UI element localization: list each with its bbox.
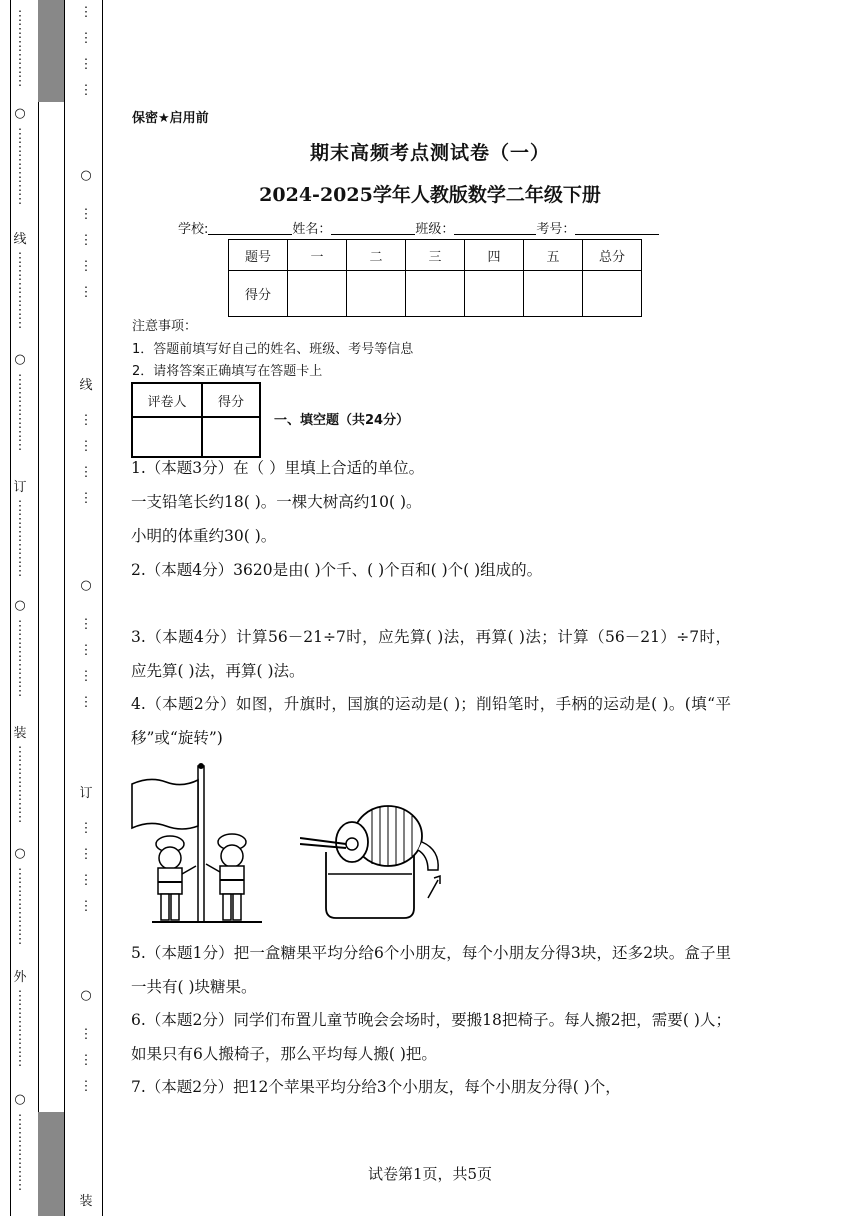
binding-shade-top bbox=[38, 0, 64, 102]
binding-label-zhuang: 装 bbox=[13, 726, 27, 741]
binding-dots: ⋮ ⋮ ⋮ ⋮ ⋮ ⋮ bbox=[13, 989, 27, 1069]
question-1-line-a: 一支铅笔长约18( )。一棵大树高约10( )。 bbox=[131, 493, 422, 511]
binding-dots: ⋮ ⋮ ⋮ ⋮ bbox=[79, 413, 93, 506]
binding-dots: ⋮ ⋮ ⋮ ⋮ ⋮ ⋮ bbox=[13, 9, 27, 89]
question-5: 5.（本题1分）把一盒糖果平均分给6个小朋友，每个小朋友分得3块，还多2块。盒子里一共有( )块糖果。 bbox=[131, 944, 731, 996]
question-7: 7.（本题2分）把12个苹果平均分给3个小朋友，每个小朋友分得( )个， bbox=[131, 1078, 621, 1096]
binding-dots: ⋮ ⋮ ⋮ ⋮ ⋮ ⋮ bbox=[13, 867, 27, 947]
school-field[interactable] bbox=[208, 222, 292, 235]
score-cell[interactable] bbox=[465, 271, 524, 317]
question-3: 3.（本题4分）计算56－21÷7时，应先算( )法，再算( )法；计算（56－21）÷7时，应先算( )法，再算( )法。 bbox=[131, 628, 731, 680]
grader-header: 得分 bbox=[202, 383, 260, 417]
binding-circle: ○ bbox=[14, 106, 26, 121]
class-label: 班级： bbox=[415, 222, 455, 237]
binding-circle: ○ bbox=[14, 352, 26, 367]
school-label: 学校: bbox=[178, 222, 209, 237]
binding-dots: ⋮ ⋮ ⋮ ⋮ ⋮ ⋮ bbox=[13, 373, 27, 453]
question-2: 2.（本题4分）3620是由( )个千、( )个百和( )个( )组成的。 bbox=[131, 561, 543, 579]
class-field[interactable] bbox=[454, 222, 536, 235]
section-heading: 一、填空题（共24分） bbox=[274, 413, 410, 428]
score-cell[interactable] bbox=[347, 271, 406, 317]
binding-label-wai: 外 bbox=[13, 970, 27, 985]
binding-circle: ○ bbox=[80, 578, 92, 593]
score-cell[interactable] bbox=[583, 271, 642, 317]
binding-circle: ○ bbox=[14, 598, 26, 613]
binding-dots: ⋮ ⋮ ⋮ ⋮ ⋮ ⋮ bbox=[13, 1113, 27, 1193]
score-table bbox=[228, 239, 642, 317]
binding-circle: ○ bbox=[14, 1092, 26, 1107]
note-item: 1．答题前填写好自己的姓名、班级、考号等信息 bbox=[132, 341, 414, 357]
score-cell[interactable] bbox=[288, 271, 347, 317]
flag-raising-illustration bbox=[130, 762, 270, 928]
binding-dots: ⋮ ⋮ ⋮ bbox=[79, 1027, 93, 1094]
binding-circle: ○ bbox=[14, 846, 26, 861]
binding-dots: ⋮ ⋮ ⋮ ⋮ ⋮ ⋮ bbox=[13, 251, 27, 331]
exam-title: 期末高频考点测试卷（一） bbox=[309, 142, 550, 164]
score-header: 四 bbox=[465, 240, 524, 271]
binding-label-ding: 订 bbox=[79, 786, 93, 801]
question-1: 1.（本题3分）在（ ）里填上合适的单位。 bbox=[131, 459, 425, 477]
question-4: 4.（本题2分）如图，升旗时，国旗的运动是( )；削铅笔时，手柄的运动是( )。(填“平移”或“旋转”) bbox=[131, 695, 731, 747]
pencil-sharpener-illustration bbox=[300, 790, 460, 922]
binding-label-line: 线 bbox=[13, 232, 27, 247]
exam-no-field[interactable] bbox=[575, 222, 659, 235]
score-header: 一 bbox=[288, 240, 347, 271]
binding-dots: ⋮ ⋮ ⋮ ⋮ ⋮ ⋮ bbox=[13, 499, 27, 579]
binding-circle: ○ bbox=[80, 988, 92, 1003]
binding-dots: ⋮ ⋮ ⋮ ⋮ bbox=[79, 821, 93, 914]
grader-cell[interactable] bbox=[202, 417, 260, 457]
binding-circle: ○ bbox=[80, 168, 92, 183]
page-footer: 试卷第1页，共5页 bbox=[367, 1165, 493, 1183]
score-header: 五 bbox=[524, 240, 583, 271]
score-cell[interactable] bbox=[524, 271, 583, 317]
score-header: 总分 bbox=[583, 240, 642, 271]
binding-dots: ⋮ ⋮ ⋮ ⋮ ⋮ ⋮ bbox=[13, 619, 27, 699]
question-6: 6.（本题2分）同学们布置儿童节晚会会场时，要搬18把椅子。每人搬2把，需要( )人；如果只有6人搬椅子，那么平均每人搬( )把。 bbox=[131, 1011, 731, 1063]
binding-dots: ⋮ ⋮ ⋮ ⋮ ⋮ ⋮ bbox=[13, 745, 27, 825]
binding-label-line: 线 bbox=[79, 378, 93, 393]
notes-block bbox=[132, 316, 413, 384]
notes-title: 注意事项： bbox=[132, 319, 198, 334]
name-field[interactable] bbox=[331, 222, 415, 235]
student-info-line bbox=[178, 218, 659, 237]
note-item: 2．请将答案正确填写在答题卡上 bbox=[132, 364, 323, 379]
binding-dots: ⋮ ⋮ ⋮ ⋮ bbox=[79, 5, 93, 98]
score-cell[interactable] bbox=[406, 271, 465, 317]
grader-header: 评卷人 bbox=[132, 383, 202, 417]
score-header: 二 bbox=[347, 240, 406, 271]
name-label: 姓名： bbox=[292, 222, 332, 237]
exam-subtitle: 2024-2025学年人教版数学二年级下册 bbox=[259, 184, 601, 206]
grader-cell[interactable] bbox=[132, 417, 202, 457]
binding-label-ding: 订 bbox=[13, 480, 27, 495]
confidential-tag: 保密★启用前 bbox=[132, 111, 209, 126]
grader-table bbox=[131, 382, 261, 458]
question-1-line-b: 小明的体重约30( )。 bbox=[131, 527, 277, 545]
binding-dots: ⋮ ⋮ ⋮ ⋮ bbox=[79, 617, 93, 710]
score-header: 三 bbox=[406, 240, 465, 271]
exam-no-label: 考号： bbox=[536, 222, 576, 237]
binding-label-zhuang: 装 bbox=[79, 1194, 93, 1209]
score-header: 题号 bbox=[229, 240, 288, 271]
binding-dots: ⋮ ⋮ ⋮ ⋮ bbox=[79, 207, 93, 300]
score-row-label: 得分 bbox=[229, 271, 288, 317]
binding-dots: ⋮ ⋮ ⋮ ⋮ ⋮ ⋮ bbox=[13, 127, 27, 207]
